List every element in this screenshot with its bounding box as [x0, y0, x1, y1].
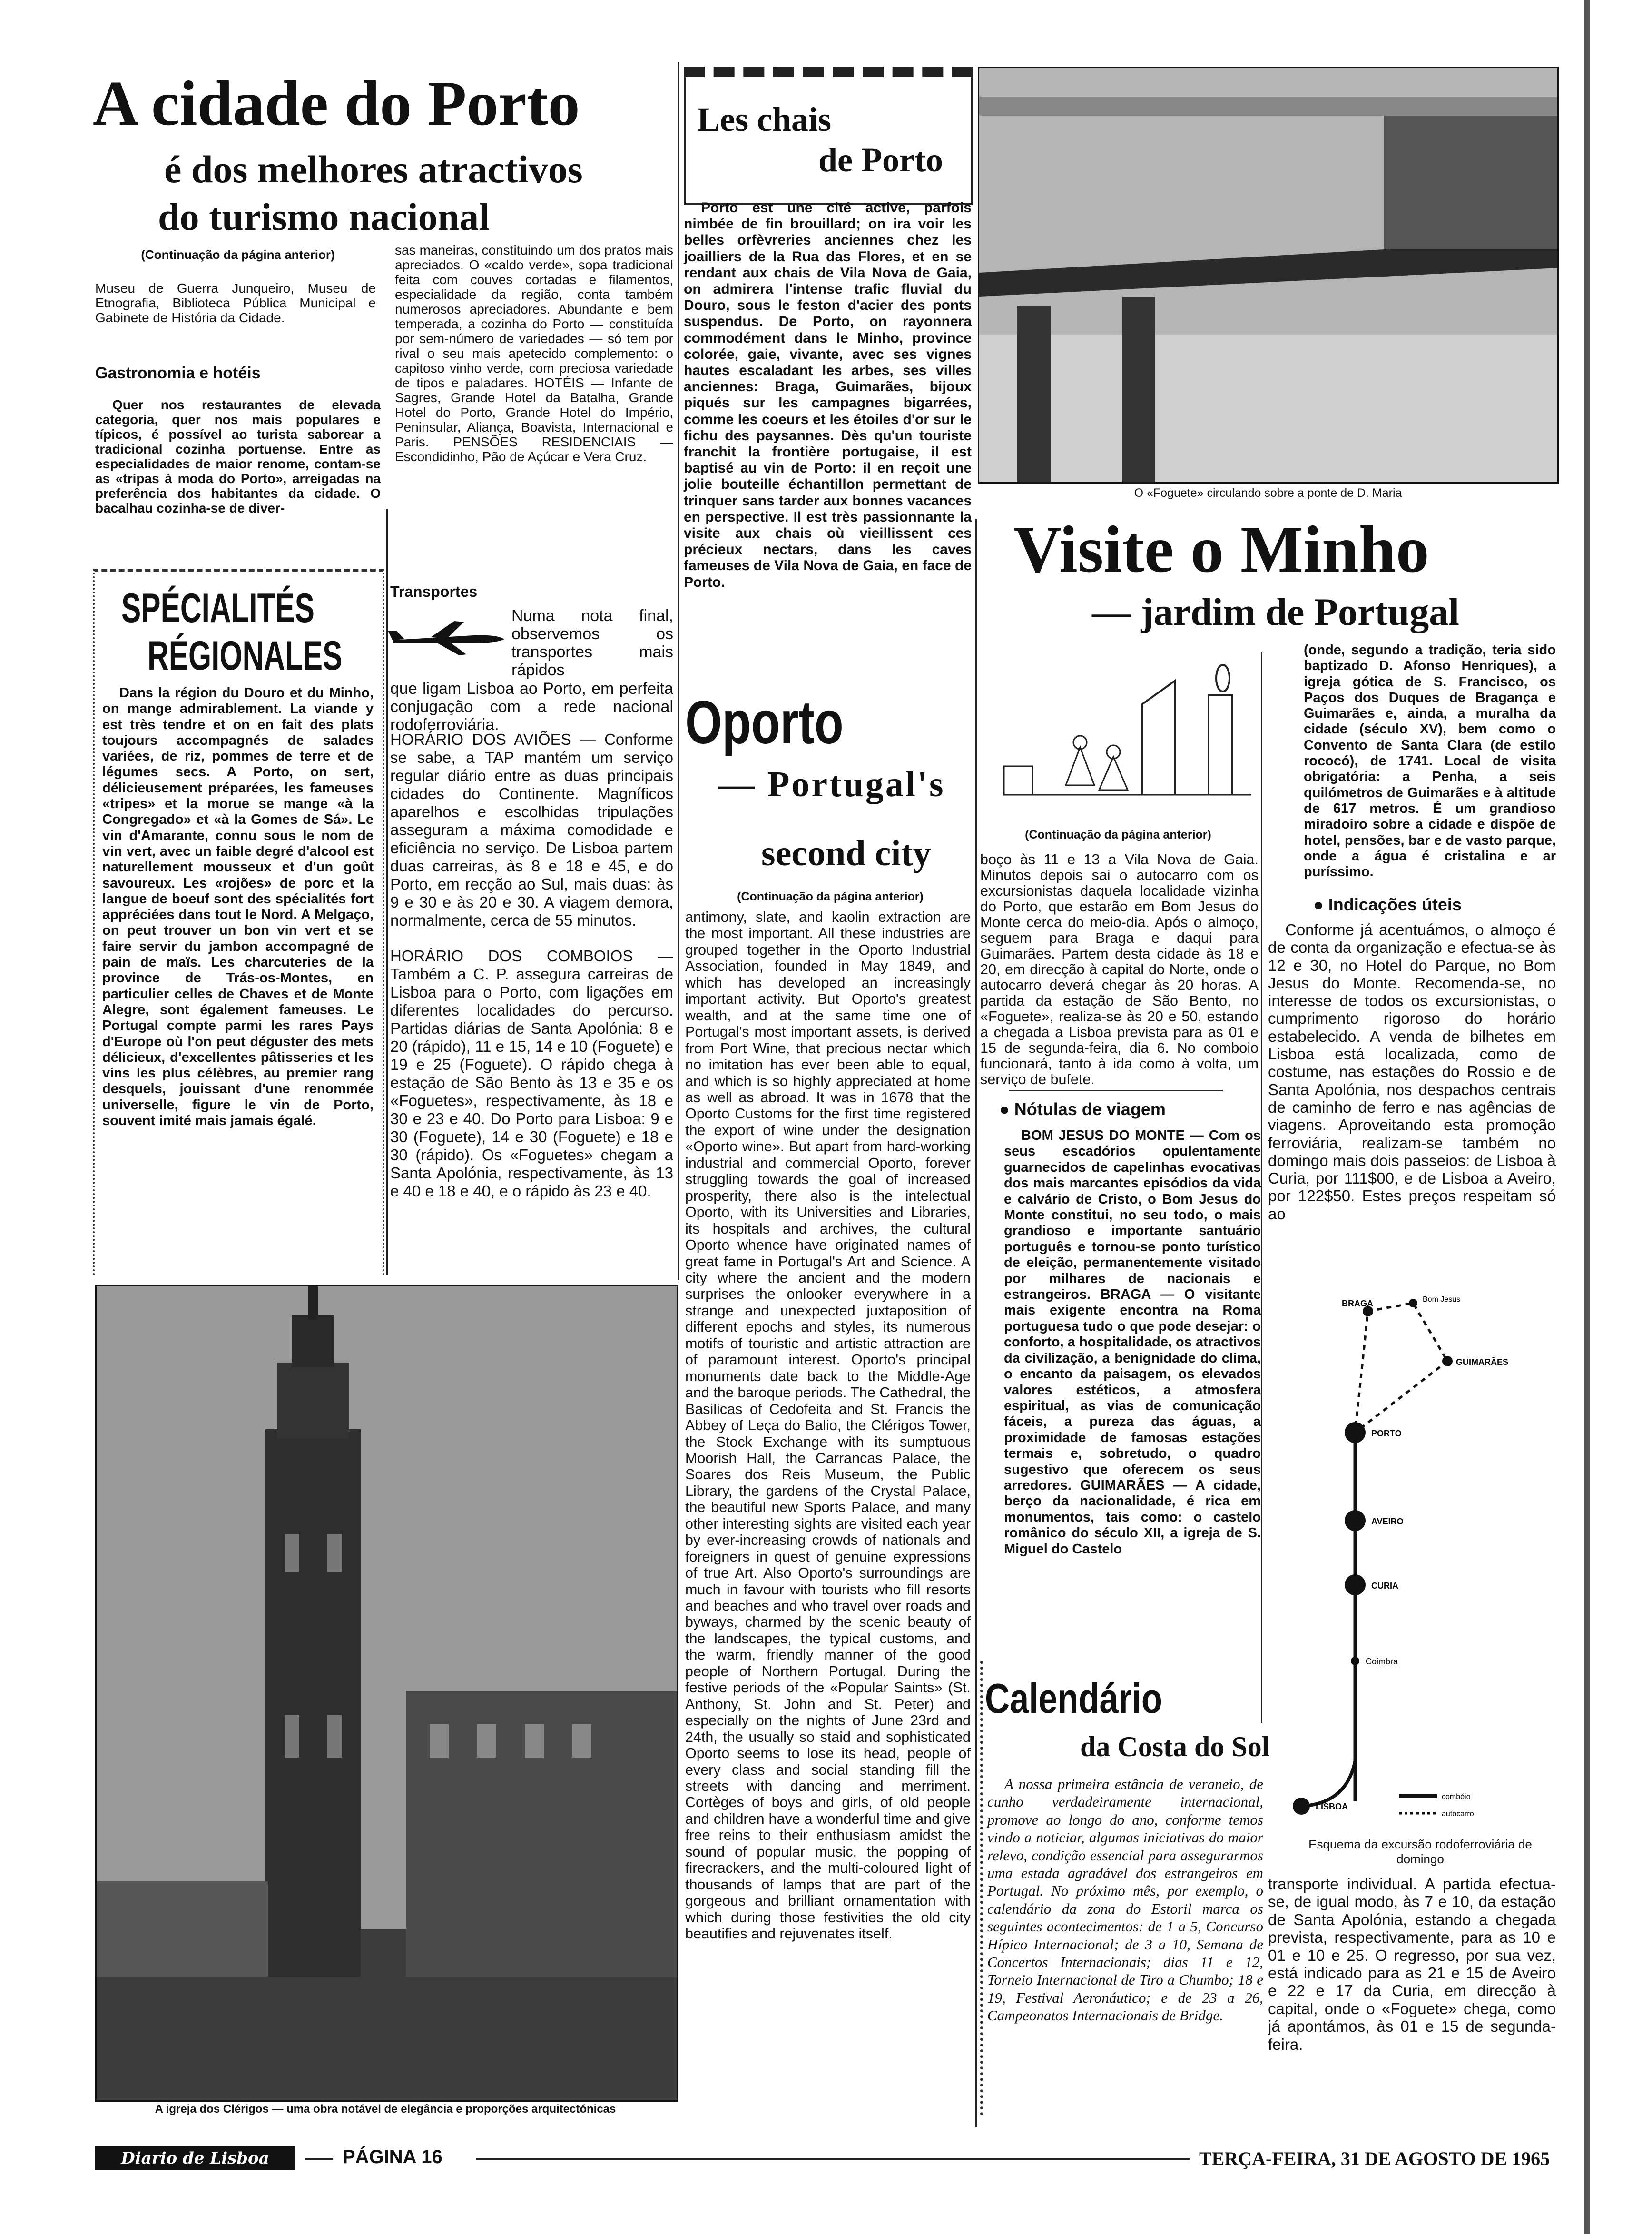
minho-illustration — [985, 652, 1256, 823]
minho-title2: — jardim de Portugal — [1092, 590, 1460, 633]
indicacoes-heading-text: Indicações úteis — [1328, 895, 1462, 914]
map-node-porto — [1345, 1422, 1366, 1443]
minho-closing: transporte individual. A partida efectua-se, de igual modo, às 7 e 10, da estação de Santa Apolónia, estando a chegada prevista, respectivamente, para as 10 e 01 e 10 e 25. O regresso, por sua vez, está indicado para as 21 e 15 de Aveiro e 22 e 17 da Curia, em direcção à capital, onde o «Foguete» chega, como já apontámos, às 01 e 15 de segunda-feira. — [1268, 1875, 1556, 2053]
map-label-bomjesus: Bom Jesus — [1423, 1295, 1461, 1304]
notulas-heading — [999, 1099, 1166, 1119]
route-map — [1270, 1285, 1556, 1832]
indicacoes-heading — [1313, 895, 1462, 915]
column-rule — [1261, 652, 1262, 1723]
porto-col2-text: sas maneiras, constituindo um dos pratos mais apreciados. O «caldo verde», sopa tradicional feita com couves cortadas e filamentos, especialidade da região, conta também numerosos apreciadores. Abundante e bem temperada, a cozinha do Porto — constituída por sem-número de variedades — só tem por rival o seu mais apetecido complemento: o capitoso vinho verde, com preciosa variedade de tipos e paladares. HOTÉIS — Infante de Sagres, Grande Hotel da Batalha, Grande Hotel do Porto, Grande Hotel do Império, Peninsular, Aliança, Boavista, Internacional e Paris. PENSÕES RESIDENCIAIS — Escondidinho, Pão de Açúcar e Vera Cruz. — [395, 243, 673, 464]
transportes-text-top: Numa nota final, observemos os transportes mais rápidos — [511, 607, 673, 679]
oporto-continued: (Continuação da página anterior) — [737, 890, 924, 903]
specialites-title1: SPÉCIALITÉS — [121, 585, 315, 631]
airplane-icon — [388, 616, 507, 659]
specialites-text: Dans la région du Douro et du Minho, on mange admirablement. La viande y est très tendre et on en fait des plats toujours accompagnés de salades variées, de riz, pommes de terre et de légumes secs. A Porto, on sert, délicieusement préparées, les fameuses «tripes» et la morue se mange «à la Congregado» et «à la Gomes de Sá». Le vin d'Amarante, connu sous le nom de vin vert, avec un faible degré d'alcool est naturellement mousseux et d'un goût savoureux. Les «rojões» de porc et la langue de boeuf sont des spécialités fort appréciées dans tout le Nord. A Melgaço, on peut trouver un bon vin vert et se faire servir du jambon accompagné de pain de maïs. Les charcuteries de la province de Trás-os-Montes, en particulier celles de Chaves et de Monte Alegre, sont également fameuses. Le Portugal compte parmi les rares Pays d'Europe où l'on peut déguster des mets délicieux, d'excellentes pâtisseries et les vins les plus célèbres, au premier rang desquels, jouissant d'une renommée universelle, figure le vin de Porto, souvent imité mais jamais égalé. — [102, 685, 374, 1129]
map-node-curia — [1345, 1574, 1366, 1595]
map-label-coimbra: Coimbra — [1366, 1657, 1398, 1666]
porto-col1-gastro: Quer nos restaurantes de elevada categoria, quer nos mais populares e típicos, é possível ao turista saborear a tradicional cozinha portuense. Entre as especialidades de maior renome, contam-se as «tripas à moda do Porto», arreigadas na preferência dos habitantes da cidade. O bacalhau cozinha-se de diver- — [95, 397, 381, 515]
porto-col1-intro: Museu de Guerra Junqueiro, Museu de Etnografia, Biblioteca Pública Municipal e Gabinete de História da Cidade. — [95, 281, 376, 325]
bullet-icon: ● — [1313, 895, 1328, 914]
masthead-logo: Diario de Lisboa — [95, 2146, 295, 2170]
clerigos-caption: A igreja dos Clérigos — uma obra notável de elegância e proporções arquitectónicas — [155, 2103, 616, 2115]
notulas-text: BOM JESUS DO MONTE — Com os seus escadórios opulentamente guarnecidos de capelinhas evocativas dos mais marcantes episódios da vida e calvário de Cristo, o Bom Jesus do Monte constitui, no seu todo, o mais grandioso e importante santuário português e tornou-se ponto turístico de eleição, permanentemente visitado por milhares de nacionais e estrangeiros. BRAGA — O visitante mais exigente encontra na Roma portuguesa tudo o que pode desejar: o conforto, a hospitalidade, os atractivos da civilização, a benignidade do clima, o encanto da paisagem, os elevados valores estéticos, a atmosfera espiritual, as vias de comunicação fáceis, a pureza das águas, a proximidade de famosas estações termais e, sobretudo, o quadro sugestivo que oferecem os seus arredores. GUIMARÃES — A cidade, berço da nacionalidade, é rica em monumentos, tais como: o castelo românico do século XII, a igreja de S. Miguel do Castelo — [1004, 1128, 1261, 1557]
section-rule — [1009, 1090, 1223, 1091]
map-label-curia: CURIA — [1371, 1581, 1398, 1591]
horario-avioes: HORÁRIO DOS AVIÕES — Conforme se sabe, a TAP mantém um serviço regular diário entre as duas principais cidades do Continente. Magníficos aparelhos e escolhidas tripulações asseguram a máxima comodidade e eficiência no serviço. De Lisboa partem duas carreiras, às 8 e 18 e 45, e do Porto, em recção ao Sul, mais duas: às 9 e 30 e às 20 e 30. A viagem demora, normalmente, cerca de 55 minutos. — [390, 731, 673, 929]
calendario-text: A nossa primeira estância de veraneio, de cunho verdadeiramente internacional, promove ao longo do ano, conforme temos vindo a noticiar, algumas iniciativas do maior relevo, condição essencial para assegurarmos uma estada agradável dos estrangeiros em Portugal. No próximo mês, por exemplo, o calendário da zona do Estoril marca os seguintes acontecimentos: de 1 a 5, Concurso Hípico Internacional; de 3 a 10, Semana de Concertos Internacionais; dias 11 e 12, Torneio Internacional de Tiro a Chumbo; 18 e 19, Festival Aeronáutico; e de 23 a 26, Campeonatos Internacionais de Bridge. — [987, 1776, 1263, 2024]
issue-date: TERÇA-FEIRA, 31 DE AGOSTO DE 1965 — [1199, 2148, 1550, 2169]
oporto-title3: second city — [761, 833, 931, 873]
oporto-title1: Oporto — [685, 689, 844, 757]
chais-text: Porto est une cité active, parfois nimbée de fin brouillard; on ira voir les belles orfèvreries anciennes chez les joailliers de la Rua das Flores, et en se rendant aux chais de Vila Nova de Gaia, on admirera l'intense trafic fluvial du Douro, sous le feston d'acier des ponts suspendus. De Porto, on rayonnera commodément dans le Minho, province colorée, gaie, vivante, avec ses vignes hautes escaladant les arbes, ses villes anciennes: Braga, Guimarães, bijoux piqués sur les campagnes bigarrées, comme les coeurs et les étoiles d'or sur le fichu des paysannes. Dès qu'un touriste franchit la frontière portugaise, il est baptisé au vin de Porto: il en reçoit une jolie bouteille échantillon permettant de trinquer sans tarder aux bonnes vacances en perspective. Il est très passionnante la visite aux chais où vieillissent ces précieux nectars, dans les caves fameuses de Vila Nova de Gaia, en face de Porto. — [684, 200, 972, 590]
clerigos-photo — [95, 1285, 678, 2102]
page-number: PÁGINA 16 — [343, 2146, 442, 2167]
footer-rule — [476, 2158, 1190, 2160]
gastronomia-heading: Gastronomia e hotéis — [95, 364, 261, 382]
map-node-coimbra — [1351, 1657, 1359, 1665]
bullet-icon: ● — [999, 1099, 1014, 1119]
map-legend-combo: combóio — [1442, 1793, 1471, 1801]
map-label-braga: BRAGA — [1342, 1299, 1373, 1308]
map-node-bomjesus — [1409, 1299, 1417, 1307]
transportes-text: que ligam Lisboa ao Porto, em perfeita conjugação com a rede nacional rodoferroviária. — [390, 680, 673, 734]
minho-title1: Visite o Minho — [1013, 513, 1429, 586]
map-node-guimaraes — [1442, 1356, 1453, 1366]
minho-col-b: (onde, segundo a tradição, teria sido baptizado D. Afonso Henriques), a igreja gótica de S. Francisco, os Paços dos Duques de Bragança e Guimarães e, ainda, a muralha da cidade (século XV), bem como o Convento de Santa Clara (de estilo rococó), de 1741. Local de visita obrigatória: a Penha, a seis quilómetros de Guimarães e à altitude de 617 metros. É um grandioso miradoiro sobre a cidade e dispõe de hotel, pensões, bar e de vasto parque, onde a água é cristalina e ar puríssimo. — [1304, 643, 1556, 880]
calendario-title2: da Costa do Sol — [1080, 1731, 1270, 1762]
oporto-text: antimony, slate, and kaolin extraction are the most important. All these industries are grouped together in the Oporto Industrial Association, founded in May 1849, and which has developed an increasingly important activity. But Oporto's greatest wealth, and at the same time one of Portugal's most important assets, is derived from Port Wine, that precious nectar which no imitation has ever been able to equal, and which is so highly appreciated at home as well as abroad. It was in 1678 that the Oporto Customs for the first time registered the export of wine under the designation «Oporto wine». But apart from hard-working industrial and commercial Oporto, forever struggling towards the goal of increased prosperity, there also is the intelectual Oporto, with its Universities and Libraries, its hospitals and archives, the cultural Oporto whence have originated names of great fame in Portugal's Art and Science. A city where the ancient and the modern surprises the onlooker everywhere in a strange and unexpected juxtaposition of different epochs and styles, its numerous motifs of touristic and artistic attraction are of paramount interest. Oporto's principal monuments date back to the Middle-Age and the baroque periods. The Cathedral, the Basilicas of Cedofeita and St. Francis the Abbey of Leça do Balio, the Clérigos Tower, the Stock Exchange with its sumptuous Moorish Hall, the Carrancas Palace, the Soares dos Reis Museum, the Public Library, the gardens of the Crystal Palace, the beautiful new Sports Palace, and many other interesting sights are visited each year by ever-increasing crowds of nationals and foreigners in quest of genuine expressions of true Art. Also Oporto's surroundings are much in favour with tourists who fill resorts and beaches and who travel over roads and byways, charmed by the scenic beauty of the landscapes, the typical customs, and the warm, friendly manner of the good people of Northern Portugal. During the festive periods of the «Popular Saints» (St. Anthony, St. John and St. Peter) and especially on the nights of June 23rd and 24th, the usually so staid and sophisticated Oporto seems to lose its head, people of every class and social standing fill the streets with dancing and merriment. Cortèges of boys and girls, of old people and children have a wonderful time and give free reins to their enthusiasm amidst the sound of popular music, the popping of firecrackers, and the multi-coloured light of thousands of lamps that are part of the gorgeous and brilliant ornamentation with which during those festivities the old city beautifies and rejuvenates itself. — [685, 909, 971, 1942]
column-rule — [975, 519, 977, 2127]
notulas-heading-text: Nótulas de viagem — [1014, 1099, 1166, 1119]
horario-comboios: HORÁRIO DOS COMBOIOS — Também a C. P. assegura carreiras de Lisboa para o Porto, com ligações em diferentes localidades do percurso. Partidas diárias de Santa Apolónia: 8 e 20 (rápido), 11 e 15, 14 e 10 (Foguete) e 19 e 25 (Foguete). O rápido chega à estação de São Bento às 13 e 35 e os «Foguetes», respectivamente, às 18 e 30 e 23 e 40. Do Porto para Lisboa: 9 e 30 (Foguete), 14 e 30 (Foguete) e 18 e 30 (rápido). Os «Foguetes» chegam a Santa Apolónia, respectivamente, às 13 e 40 e 18 e 40, e o rápido às 23 e 40. — [390, 947, 673, 1200]
map-label-aveiro: AVEIRO — [1371, 1517, 1404, 1526]
map-node-aveiro — [1345, 1510, 1366, 1531]
indicacoes-text: Conforme já acentuámos, o almoço é de conta da organização e efectua-se às 12 e 30, no Hotel do Parque, no Bom Jesus do Monte. Recomenda-se, no interesse de todos os excursionistas, o cumprimento rigoroso do horário estabelecido. A venda de bilhetes em Lisboa está localizada, como de costume, nas estações do Rossio e de Santa Apolónia, nos despachos centrais de caminho de ferro e nas agências de viagens. Aproveitando esta promoção ferroviária, realizam-se também no domingo mais dois passeios: de Lisboa à Curia, por 111$00, e de Lisboa a Aveiro, por 122$50. Estes preços respeitam só ao — [1268, 921, 1556, 1223]
foguete-caption: O «Foguete» circulando sobre a ponte de D. Maria — [1134, 486, 1402, 500]
chais-title1: Les chais — [697, 100, 832, 138]
map-label-lisboa: LISBOA — [1316, 1802, 1348, 1811]
column-rule — [678, 62, 679, 1280]
minho-continued: (Continuação da página anterior) — [1025, 828, 1211, 841]
footer-rule — [305, 2158, 333, 2160]
calendario-border — [980, 1661, 986, 2115]
foguete-photo — [978, 67, 1559, 484]
oporto-title2: — Portugal's — [718, 764, 945, 804]
porto-title-line2: é dos melhores atractivos — [164, 148, 583, 191]
minho-col-a: boço às 11 e 13 a Vila Nova de Gaia. Minutos depois sai o autocarro com os excursionistas daquela localidade vizinha do Porto, que estarão em Bom Jesus do Monte cerca do meio-dia. Após o almoço, seguem para Braga e daqui para Guimarães. Partem desta cidade às 18 e 20, em direcção à capital do Norte, onde o autocarro deverá chegar às 20 horas. A partida da estação de São Bento, no «Foguete», realiza-se às 20 e 50, estando a chegada a Lisboa prevista para as 01 e 15 de segunda-feira, dia 6. No comboio funcionará, tanto à ida como à volta, um serviço de bufete. — [980, 851, 1259, 1087]
specialites-title2: RÉGIONALES — [148, 633, 343, 679]
transportes-heading: Transportes — [390, 583, 478, 600]
calendario-title1: Calendário — [985, 1675, 1162, 1722]
chais-title2: de Porto — [818, 141, 943, 179]
map-caption: Esquema da excursão rodoferroviária de domingo — [1308, 1837, 1532, 1866]
porto-title-line1: A cidade do Porto — [93, 68, 580, 138]
porto-continued: (Continuação da página anterior) — [141, 247, 335, 262]
porto-title-line3: do turismo nacional — [158, 195, 490, 238]
page-edge — [1584, 0, 1590, 2234]
map-label-porto: PORTO — [1371, 1429, 1402, 1438]
map-label-guimaraes: GUIMARÃES — [1456, 1357, 1509, 1367]
map-legend-auto: autocarro — [1442, 1810, 1474, 1818]
